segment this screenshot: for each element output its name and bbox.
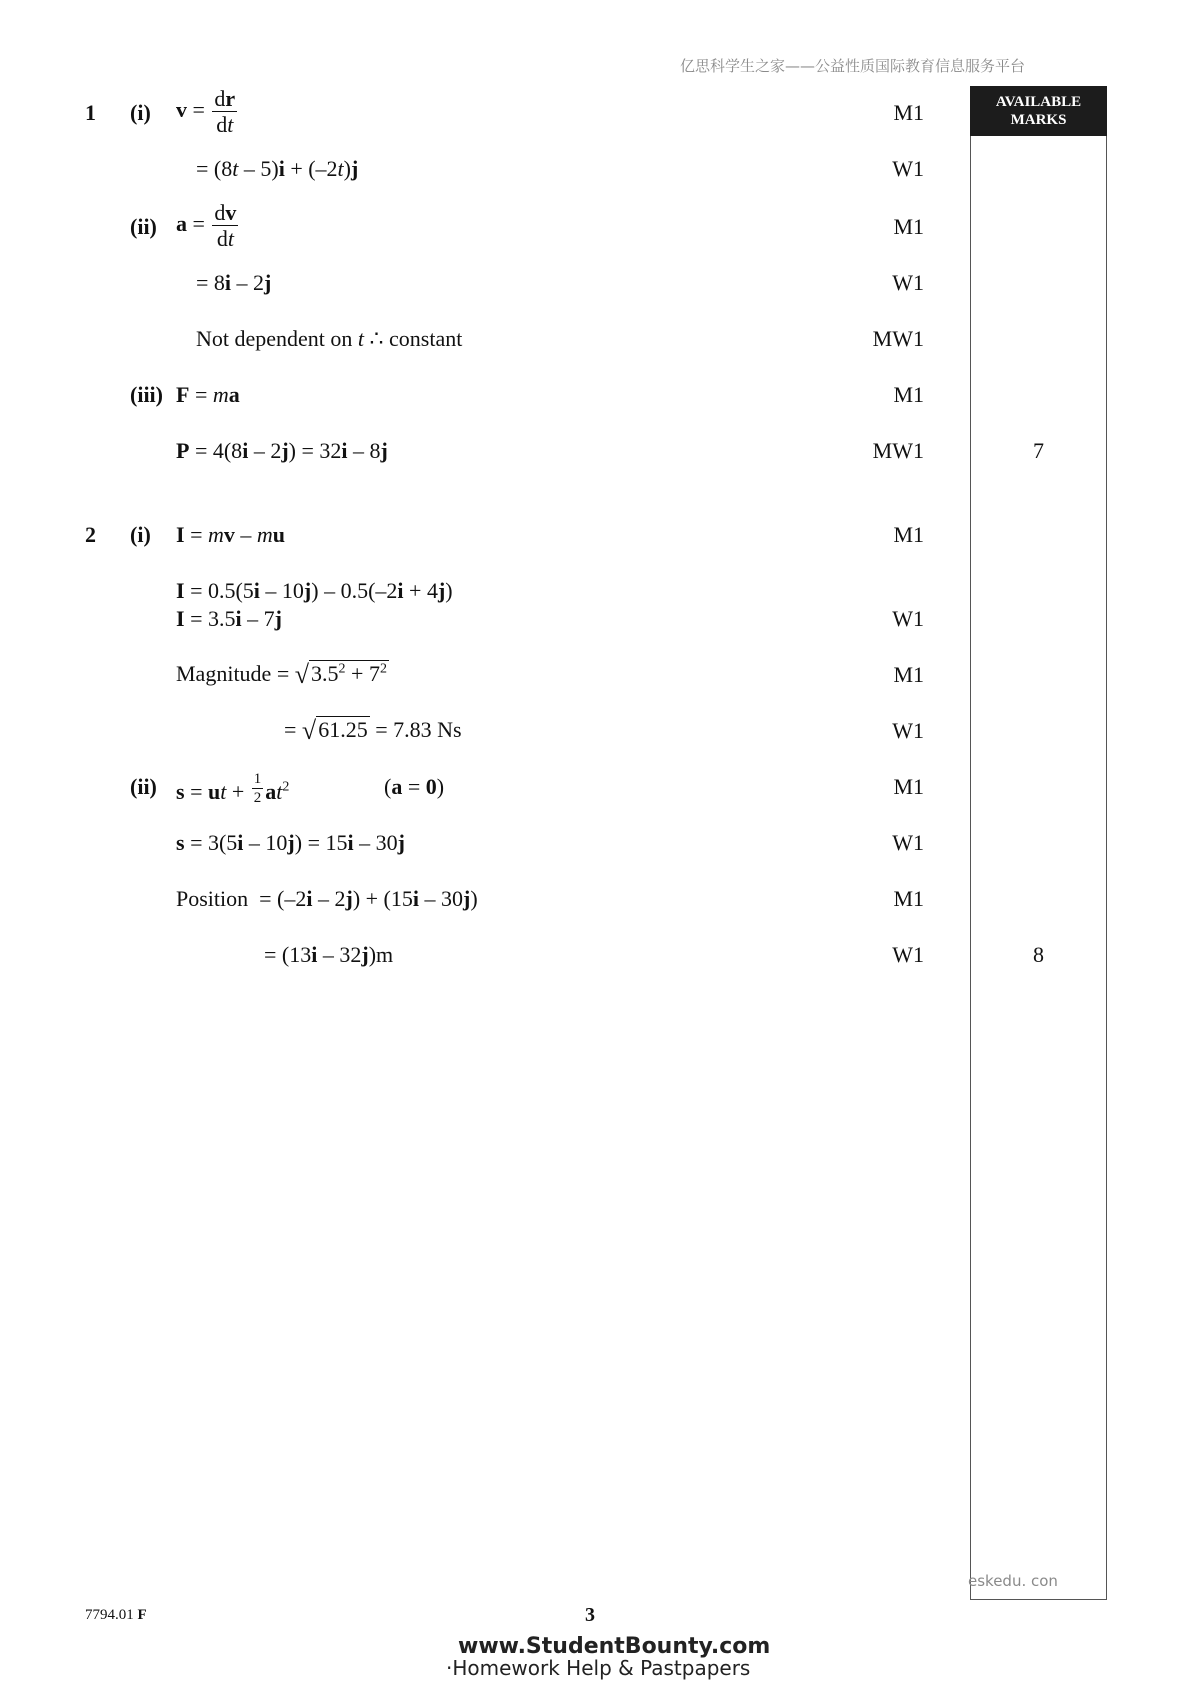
q1-acceleration-result: = 8i – 2j: [196, 270, 272, 295]
q2-mark-8: W1: [892, 942, 924, 967]
available-marks-heading: AVAILABLE MARKS: [970, 86, 1107, 136]
q1-mark-6: M1: [893, 382, 924, 407]
q2-magnitude-formula: Magnitude = $√3.5^2 + 7^2$: [176, 660, 387, 689]
q2-position-result: = (13i – 32j)m: [264, 942, 394, 967]
studentbounty-tagline: ·Homework Help & Pastpapers: [446, 1656, 751, 1680]
q2-mark-7: M1: [893, 886, 924, 911]
q1-part-iii-label: (iii): [130, 382, 163, 407]
platform-header: 亿思科学生之家——公益性质国际教育信息服务平台: [680, 57, 1026, 75]
watermark-text: eskedu. con: [968, 1572, 1058, 1590]
available-marks-column: [970, 86, 1107, 1600]
q2-impulse-formula: I = mv – mu: [176, 522, 286, 547]
q1-mark-2: W1: [892, 156, 924, 181]
q2-zero-acceleration-note: (a = 0): [384, 774, 445, 799]
q2-part-ii-label: (ii): [130, 774, 157, 799]
studentbounty-link[interactable]: www.StudentBounty.com: [458, 1634, 771, 1659]
q2-part-i-label: (i): [130, 522, 151, 547]
page-number: 3: [585, 1604, 595, 1626]
q2-mark-5: M1: [893, 774, 924, 799]
q1-mark-1: M1: [893, 100, 924, 125]
q1-mark-3: M1: [893, 214, 924, 239]
q2-impulse-substitution: I = 0.5(5i – 10j) – 0.5(–2i + 4j): [176, 578, 453, 603]
q2-position-formula: Position = (–2i – 2j) + (15i – 30j): [176, 886, 478, 911]
q1-mark-4: W1: [892, 270, 924, 295]
q2-mark-3: M1: [893, 662, 924, 687]
q2-magnitude-result: = √61.25 = 7.83 Ns: [284, 716, 462, 745]
q1-acceleration-formula: a = $\frac{dv}{dt}$: [176, 200, 237, 251]
q2-mark-2: W1: [892, 606, 924, 631]
q1-force-result: P = 4(8i – 2j) = 32i – 8j: [176, 438, 388, 463]
q2-impulse-result: I = 3.5i – 7j: [176, 606, 282, 631]
q2-displacement-result: s = 3(5i – 10j) = 15i – 30j: [176, 830, 405, 855]
q2-available-marks: 8: [1033, 942, 1044, 967]
q2-displacement-formula: s = ut + $\frac{1}{2}$ $at^2$: [176, 771, 290, 806]
q1-part-ii-label: (ii): [130, 214, 157, 239]
question-number-2: 2: [85, 522, 96, 547]
question-number-1: 1: [85, 100, 96, 125]
q2-mark-6: W1: [892, 830, 924, 855]
q1-velocity-result: = (8t – 5)i + (–2t)j: [196, 156, 359, 181]
q1-force-formula: F = ma: [176, 382, 240, 407]
q1-mark-7: MW1: [872, 438, 924, 463]
q1-mark-5: MW1: [872, 326, 924, 351]
q1-velocity-formula: v = $\frac{dr}{dt}$: [176, 86, 236, 137]
paper-code: 7794.01 F: [85, 1607, 147, 1623]
q1-part-i-label: (i): [130, 100, 151, 125]
q2-mark-1: M1: [893, 522, 924, 547]
q1-available-marks: 7: [1033, 438, 1044, 463]
q2-mark-4: W1: [892, 718, 924, 743]
q1-constant-statement: Not dependent on t ∴ constant: [196, 326, 463, 351]
